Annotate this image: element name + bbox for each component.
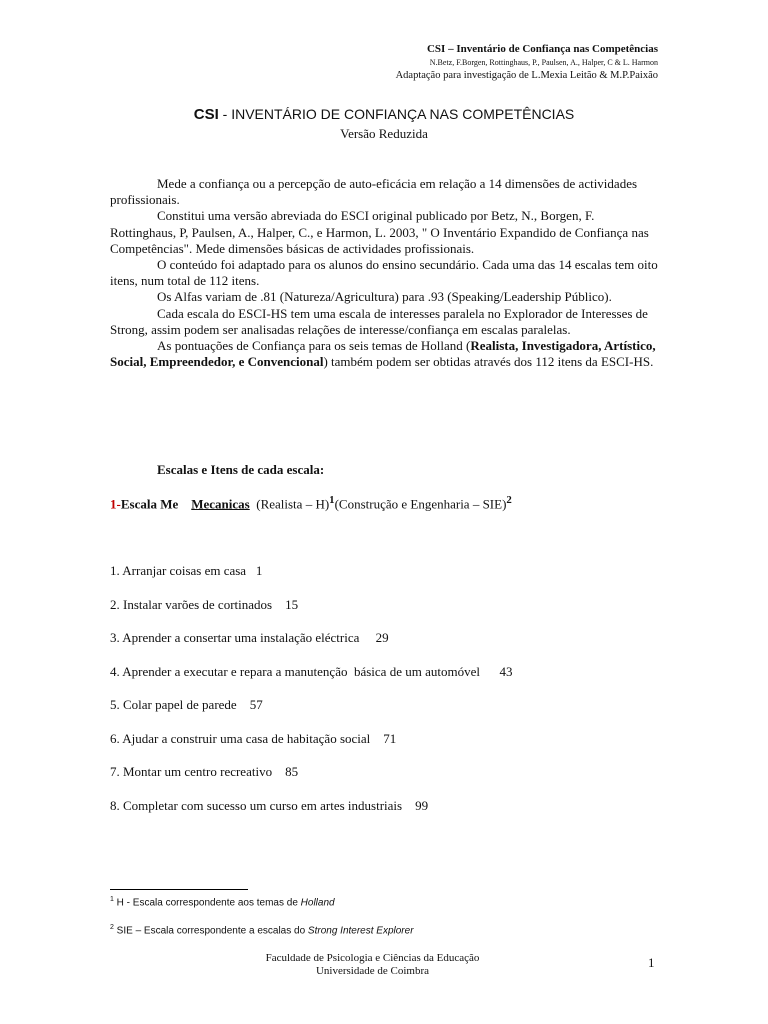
footnote-ref: 2	[506, 494, 512, 506]
paragraph-text: As pontuações de Confiança para os seis temas de Holland (	[157, 338, 471, 354]
scale-title	[110, 494, 512, 512]
paragraph: Constitui uma versão abreviada do ESCI original publicado por Betz, N., Borgen, F. Rottinghaus, P, Paulsen, A., Halper, C., e Harmon, L. 2003, " O Inventário Expandido de Confiança nas Competências". Mede dimensões básicas de actividades profissionais.	[110, 208, 649, 256]
header-title: CSI – Inventário de Confiança nas Competências	[426, 43, 658, 55]
footnote-text: H - Escala correspondente aos temas de	[113, 897, 301, 909]
scale-holland: (Realista – H)	[256, 496, 330, 512]
footnote-separator	[110, 889, 248, 890]
list-item: 2. Instalar varões de cortinados 15	[110, 596, 299, 612]
footnote-marker: 1	[110, 896, 114, 903]
list-item: 7. Montar um centro recreativo 85	[110, 764, 299, 779]
footnote-marker: 2	[110, 924, 114, 931]
page-footer	[0, 952, 745, 978]
item-list	[110, 563, 512, 831]
footnote-italic: Holland	[300, 897, 335, 909]
header-authors: N.Betz, F.Borgen, Rottinghaus, P., Paulsen, A., Halper, C & L. Harmon	[429, 58, 658, 67]
list-item: 8. Completar com sucesso um curso em artes industriais 99	[110, 797, 429, 813]
footer-university: Universidade de Coimbra	[315, 965, 430, 977]
footer-faculty: Faculdade de Psicologia e Ciências da Educação	[265, 952, 480, 964]
intro-text	[110, 176, 660, 370]
scale-name: Escala Me	[120, 496, 179, 512]
title-acronym: CSI	[193, 106, 219, 123]
title-text: - INVENTÁRIO DE CONFIANÇA NAS COMPETÊNCIAS	[218, 106, 575, 122]
footnote-text: SIE – Escala correspondente a escalas do	[113, 925, 308, 937]
paragraph: Cada escala do ESCI-HS tem uma escala de interesses paralela no Explorador de Interesses de Strong, assim podem ser analisadas relações de interesse/confiança em escalas paralelas.	[110, 305, 648, 337]
page-number: 1	[648, 955, 655, 970]
scale-name-underlined: Mecanicas	[191, 496, 250, 512]
footnote-ref: 1	[329, 494, 335, 506]
holland-themes: Realista, Investigadora, Artístico, Social, Empreendedor, e Convencional	[110, 338, 656, 370]
document-title	[0, 106, 768, 123]
document-subtitle: Versão Reduzida	[340, 126, 428, 141]
scale-number: 1-	[110, 496, 121, 512]
paragraph: Os Alfas variam de .81 (Natureza/Agricultura) para .93 (Speaking/Leadership Público).	[157, 289, 612, 305]
paragraph: O conteúdo foi adaptado para os alunos do ensino secundário. Cada uma das 14 escalas tem oito itens, num total de 112 itens.	[110, 257, 658, 289]
scale-sie: (Construção e Engenharia – SIE)	[334, 496, 507, 512]
footnote-italic: Strong Interest Explorer	[307, 925, 414, 937]
paragraph: Mede a confiança ou a percepção de auto-eficácia em relação a 14 dimensões de actividades profissionais.	[110, 176, 638, 208]
footnote-1	[110, 896, 335, 908]
paragraph-text: ) também podem ser obtidas através dos 112 itens da ESCI-HS.	[323, 354, 654, 370]
header-adaptation: Adaptação para investigação de L.Mexia Leitão & M.P.Paixão	[395, 70, 658, 81]
footnote-2	[110, 924, 414, 936]
list-item: 5. Colar papel de parede 57	[110, 697, 263, 712]
list-item: 1. Arranjar coisas em casa 1	[110, 563, 263, 578]
list-item: 4. Aprender a executar e repara a manutenção básica de um automóvel 43	[110, 663, 513, 679]
list-item: 6. Ajudar a construir uma casa de habitação social 71	[110, 730, 397, 746]
scales-heading: Escalas e Itens de cada escala:	[157, 462, 325, 477]
list-item: 3. Aprender a consertar uma instalação eléctrica 29	[110, 630, 389, 645]
paragraph	[110, 338, 660, 370]
